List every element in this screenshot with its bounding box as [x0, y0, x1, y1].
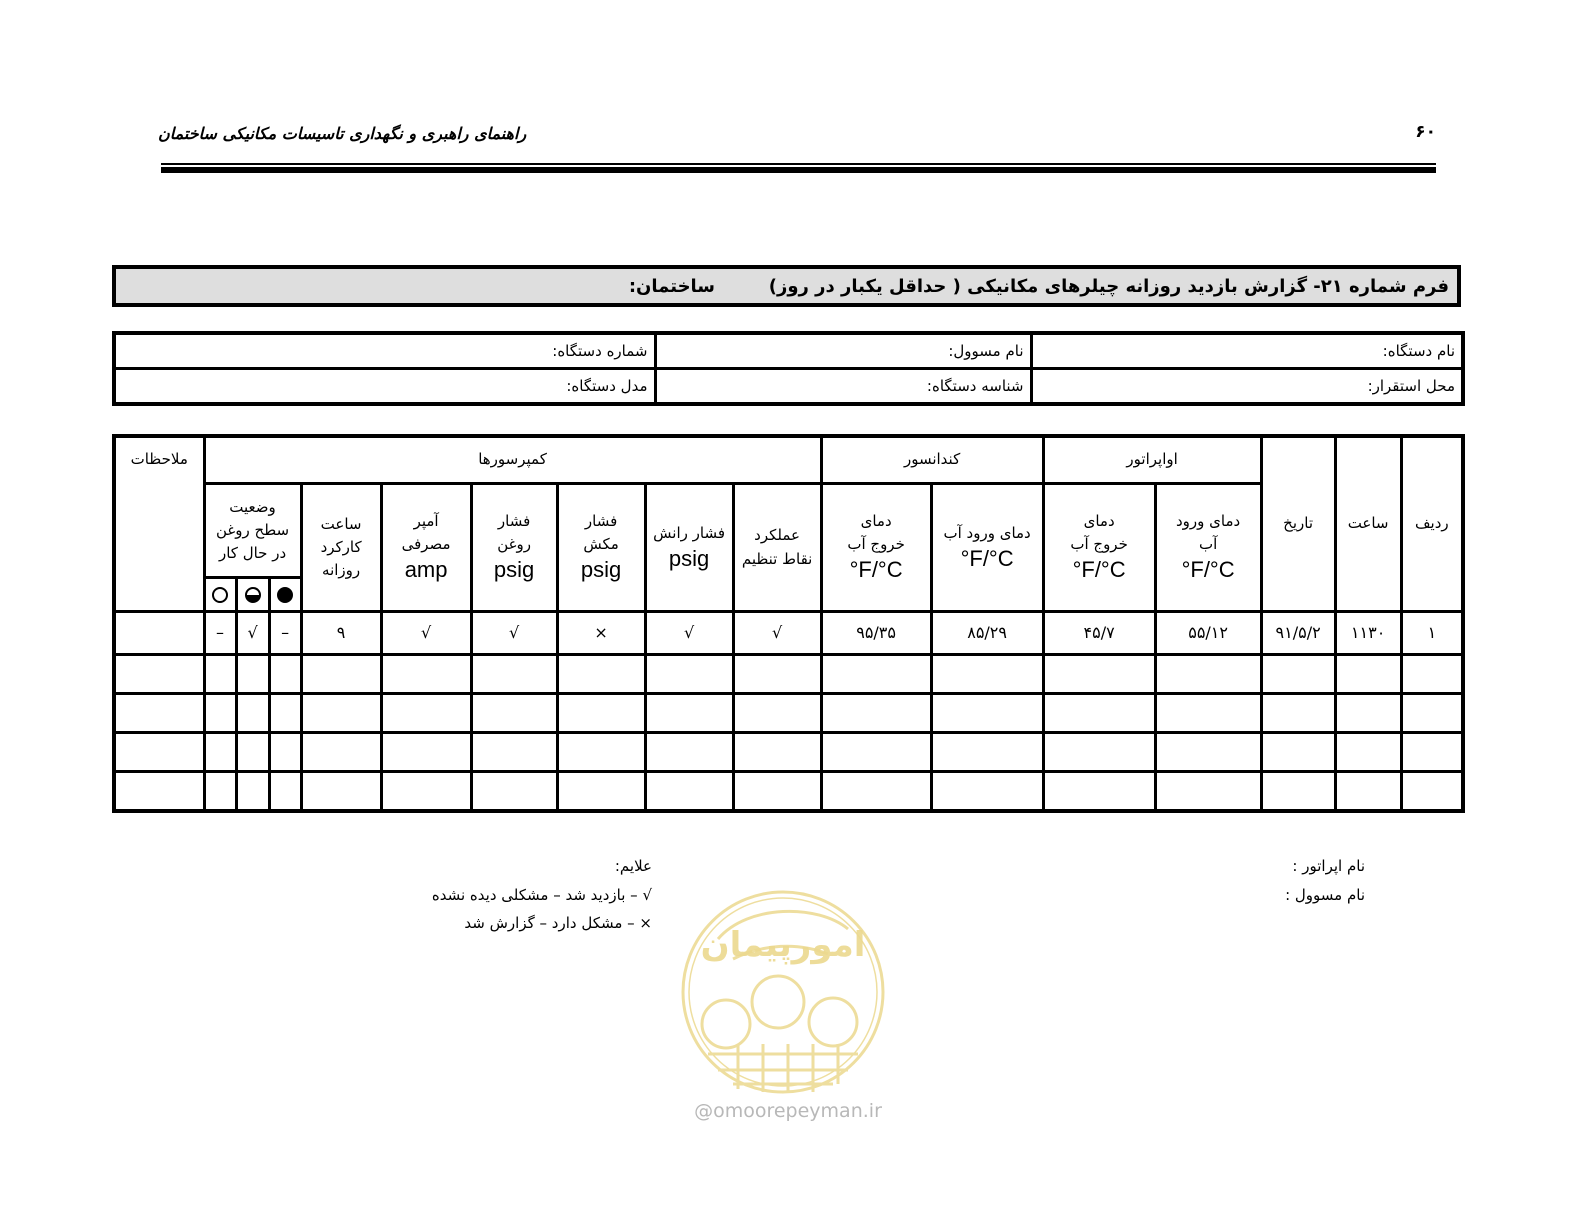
- header-cond-out: [821, 484, 931, 612]
- watermark-url: @omoorepeyman.ir: [694, 1100, 882, 1122]
- empty-cell[interactable]: [557, 655, 645, 694]
- empty-cell[interactable]: [204, 655, 236, 694]
- header-evap-in-unit: °F/°C: [1181, 557, 1235, 583]
- watermark-seal-text: امورپیمان: [700, 925, 866, 965]
- running-title: راهنمای راهبری و نگهداری تاسیسات مکانیکی ساختمان: [158, 124, 527, 143]
- cell-evap-in[interactable]: ۵۵/۱۲: [1155, 612, 1261, 655]
- empty-cell[interactable]: [821, 733, 931, 772]
- header-rule-thin: [161, 163, 1436, 165]
- watermark-seal-icon: [678, 884, 888, 1099]
- cell-setpoint[interactable]: √: [733, 612, 821, 655]
- header-daily-hours: [301, 484, 381, 612]
- table-row-empty: [114, 733, 1463, 772]
- empty-circle-icon: [212, 587, 228, 603]
- empty-cell[interactable]: [645, 694, 733, 733]
- empty-cell[interactable]: [269, 694, 301, 733]
- empty-cell[interactable]: [114, 655, 204, 694]
- page-number: ۶۰: [1415, 122, 1436, 142]
- empty-cell[interactable]: [557, 694, 645, 733]
- empty-cell[interactable]: [1043, 733, 1155, 772]
- cell-amp-draw[interactable]: √: [381, 612, 471, 655]
- header-compressors: کمپرسورها: [204, 436, 821, 484]
- empty-cell[interactable]: [733, 694, 821, 733]
- header-setpoint-label: عملکرد نقاط تنظیم: [741, 526, 813, 568]
- empty-cell[interactable]: [236, 694, 269, 733]
- header-suction-pressure: [557, 484, 645, 612]
- empty-cell[interactable]: [733, 733, 821, 772]
- empty-cell[interactable]: [1401, 655, 1463, 694]
- empty-cell[interactable]: [931, 655, 1043, 694]
- form-title-bar: [112, 265, 1461, 307]
- empty-cell[interactable]: [1261, 694, 1335, 733]
- header-amp-unit: amp: [404, 557, 448, 583]
- device-info-table: [112, 331, 1465, 406]
- header-oil-level-label: وضعیت سطح روغن در حال کار: [216, 497, 290, 563]
- empty-cell[interactable]: [1043, 655, 1155, 694]
- empty-cell[interactable]: [557, 733, 645, 772]
- empty-cell[interactable]: [1335, 655, 1401, 694]
- empty-cell[interactable]: [381, 733, 471, 772]
- header-row-no: ردیف: [1401, 436, 1463, 612]
- header-cond-in: [931, 484, 1043, 612]
- empty-cell[interactable]: [301, 655, 381, 694]
- header-remarks: ملاحظات: [114, 436, 204, 612]
- cell-remarks[interactable]: [114, 612, 204, 655]
- empty-cell[interactable]: [471, 694, 557, 733]
- oil-full-header: [269, 578, 301, 612]
- empty-cell[interactable]: [733, 772, 821, 812]
- header-evap-out-unit: °F/°C: [1072, 557, 1126, 583]
- header-evap-in: [1155, 484, 1261, 612]
- cell-cond-out[interactable]: ۹۵/۳۵: [821, 612, 931, 655]
- empty-cell[interactable]: [471, 733, 557, 772]
- empty-cell[interactable]: [557, 772, 645, 812]
- empty-cell[interactable]: [1335, 733, 1401, 772]
- header-setpoint: [733, 484, 821, 612]
- empty-cell[interactable]: [1401, 772, 1463, 812]
- empty-cell[interactable]: [236, 655, 269, 694]
- header-oil-level: [204, 484, 301, 578]
- cell-time[interactable]: ۱۱۳۰: [1335, 612, 1401, 655]
- empty-cell[interactable]: [645, 733, 733, 772]
- cell-discharge-pressure[interactable]: √: [645, 612, 733, 655]
- empty-cell[interactable]: [114, 733, 204, 772]
- empty-cell[interactable]: [1335, 772, 1401, 812]
- header-suction-label: فشار مکش: [583, 511, 619, 554]
- legend-ok: √ – بازدید شد – مشکلی دیده نشده: [431, 886, 652, 904]
- header-rule-thick: [161, 167, 1436, 173]
- header-discharge-label: فشار رانش: [653, 523, 726, 542]
- empty-cell[interactable]: [236, 733, 269, 772]
- device-id-field[interactable]: شناسه دستگاه:: [655, 369, 1031, 405]
- oil-empty-header: [204, 578, 236, 612]
- header-evap-out: [1043, 484, 1155, 612]
- operator-name-field: نام اپراتور :: [1292, 857, 1365, 875]
- cell-row-no[interactable]: ۱: [1401, 612, 1463, 655]
- cell-oil-pressure[interactable]: √: [471, 612, 557, 655]
- empty-cell[interactable]: [1335, 694, 1401, 733]
- empty-cell[interactable]: [204, 733, 236, 772]
- responsible-name-footer: نام مسوول :: [1285, 886, 1365, 904]
- header-discharge-unit: psig: [668, 545, 710, 571]
- table-row-empty: [114, 772, 1463, 812]
- empty-cell[interactable]: [381, 694, 471, 733]
- header-condenser: کندانسور: [821, 436, 1043, 484]
- half-circle-icon: [245, 587, 261, 603]
- empty-cell[interactable]: [1261, 733, 1335, 772]
- table-row-empty: [114, 694, 1463, 733]
- empty-cell[interactable]: [931, 733, 1043, 772]
- empty-cell[interactable]: [1155, 772, 1261, 812]
- empty-cell[interactable]: [1261, 772, 1335, 812]
- header-discharge-pressure: [645, 484, 733, 612]
- device-model-field[interactable]: مدل دستگاه:: [114, 369, 655, 405]
- filled-circle-icon: [277, 587, 293, 603]
- location-field[interactable]: محل استقرار:: [1031, 369, 1463, 405]
- cell-cond-in[interactable]: ۸۵/۲۹: [931, 612, 1043, 655]
- header-evap-in-label: دمای ورود آب: [1176, 511, 1241, 554]
- legend-title: علایم:: [614, 857, 652, 875]
- device-number-field[interactable]: شماره دستگاه:: [114, 333, 655, 369]
- empty-cell[interactable]: [645, 655, 733, 694]
- header-evaporator: اواپراتور: [1043, 436, 1261, 484]
- empty-cell[interactable]: [381, 772, 471, 812]
- empty-cell[interactable]: [236, 772, 269, 812]
- legend-problem: × – مشکل دارد – گزارش شد: [464, 914, 652, 932]
- inspection-table: [112, 434, 1465, 813]
- empty-cell[interactable]: [821, 694, 931, 733]
- header-date: تاریخ: [1261, 436, 1335, 612]
- header-amp-label: آمپر مصرفی: [401, 511, 451, 554]
- form-title: فرم شماره ۲۱- گزارش بازدید روزانه چیلرهای مکانیکی ( حداقل یکبار در روز): [768, 276, 1449, 297]
- cell-oil-full[interactable]: –: [269, 612, 301, 655]
- empty-cell[interactable]: [821, 655, 931, 694]
- header-time: ساعت: [1335, 436, 1401, 612]
- cell-oil-half[interactable]: √: [236, 612, 269, 655]
- empty-cell[interactable]: [1401, 733, 1463, 772]
- table-row-empty: [114, 655, 1463, 694]
- header-cond-out-unit: °F/°C: [849, 557, 903, 583]
- empty-cell[interactable]: [204, 694, 236, 733]
- header-cond-in-label: دمای ورود آب: [943, 523, 1031, 542]
- header-evap-out-label: دمای خروج آب: [1070, 511, 1128, 554]
- empty-cell[interactable]: [733, 655, 821, 694]
- header-oil-pressure: [471, 484, 557, 612]
- cell-daily-hours[interactable]: ۹: [301, 612, 381, 655]
- cell-evap-out[interactable]: ۴۵/۷: [1043, 612, 1155, 655]
- header-oil-pressure-label: فشار روغن: [497, 511, 531, 554]
- empty-cell[interactable]: [1155, 733, 1261, 772]
- empty-cell[interactable]: [204, 772, 236, 812]
- oil-half-header: [236, 578, 269, 612]
- empty-cell[interactable]: [269, 733, 301, 772]
- empty-cell[interactable]: [645, 772, 733, 812]
- empty-cell[interactable]: [931, 694, 1043, 733]
- empty-cell[interactable]: [269, 655, 301, 694]
- empty-cell[interactable]: [821, 772, 931, 812]
- empty-cell[interactable]: [1155, 694, 1261, 733]
- empty-cell[interactable]: [114, 694, 204, 733]
- empty-cell[interactable]: [301, 772, 381, 812]
- cell-suction-pressure[interactable]: ×: [557, 612, 645, 655]
- empty-cell[interactable]: [1155, 655, 1261, 694]
- device-name-field[interactable]: نام دستگاه:: [1031, 333, 1463, 369]
- empty-cell[interactable]: [471, 772, 557, 812]
- header-daily-hours-label: ساعت کارکرد روزانه: [320, 514, 362, 580]
- empty-cell[interactable]: [1043, 694, 1155, 733]
- empty-cell[interactable]: [381, 655, 471, 694]
- empty-cell[interactable]: [301, 733, 381, 772]
- empty-cell[interactable]: [1401, 694, 1463, 733]
- cell-oil-empty[interactable]: –: [204, 612, 236, 655]
- empty-cell[interactable]: [114, 772, 204, 812]
- empty-cell[interactable]: [1043, 772, 1155, 812]
- header-suction-unit: psig: [580, 557, 622, 583]
- header-amp-draw: [381, 484, 471, 612]
- building-field-label: ساختمان:: [628, 276, 715, 297]
- header-cond-out-label: دمای خروج آب: [847, 511, 905, 554]
- empty-cell[interactable]: [269, 772, 301, 812]
- empty-cell[interactable]: [471, 655, 557, 694]
- header-cond-in-unit: °F/°C: [960, 545, 1014, 571]
- responsible-name-field[interactable]: نام مسوول:: [655, 333, 1031, 369]
- empty-cell[interactable]: [1261, 655, 1335, 694]
- empty-cell[interactable]: [931, 772, 1043, 812]
- table-row: [114, 612, 1463, 655]
- header-oil-pressure-unit: psig: [493, 557, 535, 583]
- cell-date[interactable]: ۹۱/۵/۲: [1261, 612, 1335, 655]
- empty-cell[interactable]: [301, 694, 381, 733]
